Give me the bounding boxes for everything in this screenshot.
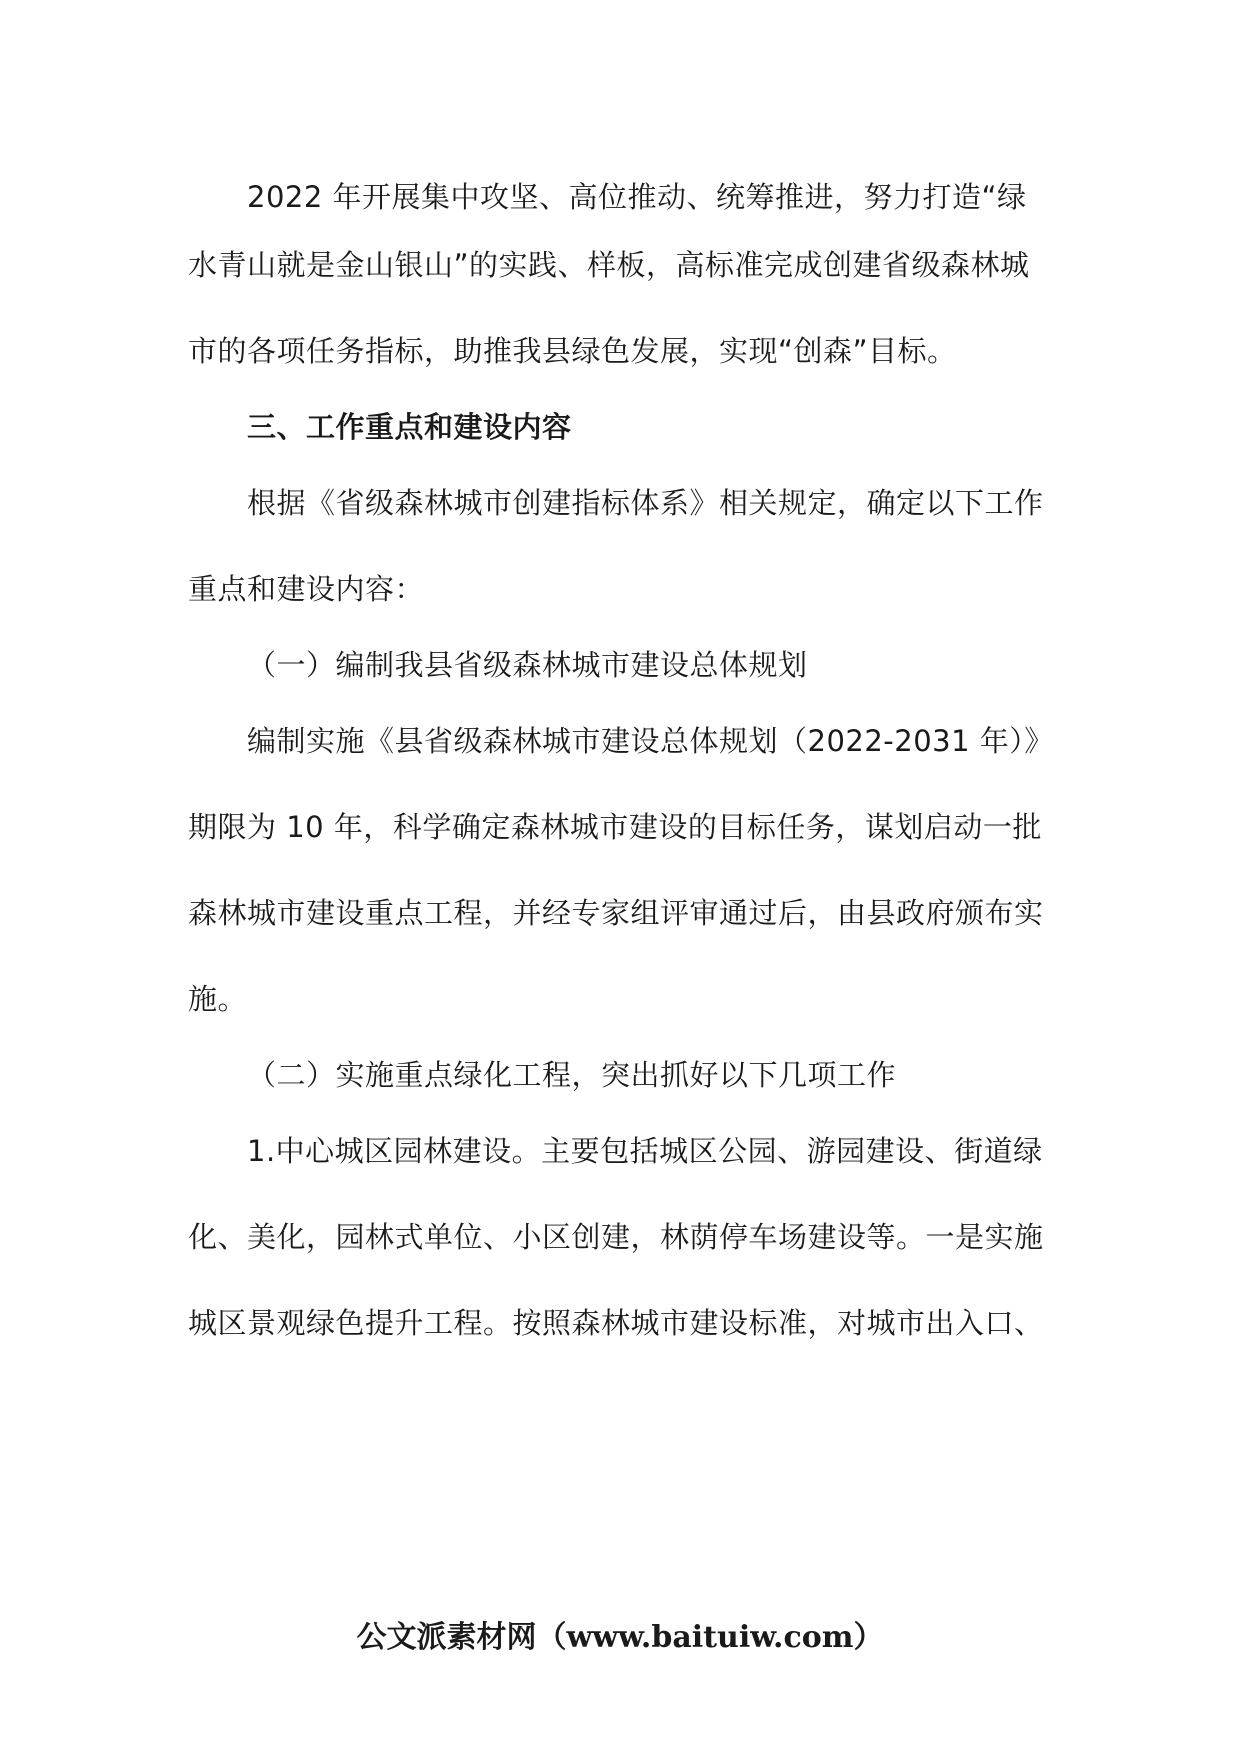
paragraph-line: 编制实施《县省级森林城市建设总体规划（2022-2031 年）》 bbox=[247, 724, 1054, 758]
paragraph-line: 期限为 10 年，科学确定森林城市建设的目标任务，谋划启动一批 bbox=[188, 810, 1042, 844]
paragraph-line: 市的各项任务指标，助推我县绿色发展，实现“创森”目标。 bbox=[188, 334, 957, 368]
paragraph-line: 2022 年开展集中攻坚、高位推动、统筹推进，努力打造“绿 bbox=[247, 180, 1027, 214]
section-heading: 三、工作重点和建设内容 bbox=[247, 410, 572, 444]
paragraph-line: 城区景观绿色提升工程。按照森林城市建设标准，对城市出入口、 bbox=[188, 1306, 1044, 1340]
paragraph-line: 森林城市建设重点工程，并经专家组评审通过后，由县政府颁布实 bbox=[188, 896, 1044, 930]
paragraph-line: 根据《省级森林城市创建指标体系》相关规定，确定以下工作 bbox=[247, 486, 1044, 520]
paragraph-line: 1.中心城区园林建设。主要包括城区公园、游园建设、街道绿 bbox=[247, 1134, 1043, 1168]
subsection-heading: （一）编制我县省级森林城市建设总体规划 bbox=[247, 648, 808, 682]
footer-watermark: 公文派素材网（www.baituiw.com） bbox=[356, 1620, 884, 1655]
subsection-heading: （二）实施重点绿化工程，突出抓好以下几项工作 bbox=[247, 1058, 897, 1092]
paragraph-line: 施。 bbox=[188, 982, 248, 1016]
paragraph-line: 水青山就是金山银山”的实践、样板，高标准完成创建省级森林城 bbox=[188, 248, 1030, 282]
paragraph-line: 重点和建设内容： bbox=[188, 572, 425, 606]
paragraph-line: 化、美化，园林式单位、小区创建，林荫停车场建设等。一是实施 bbox=[188, 1220, 1044, 1254]
